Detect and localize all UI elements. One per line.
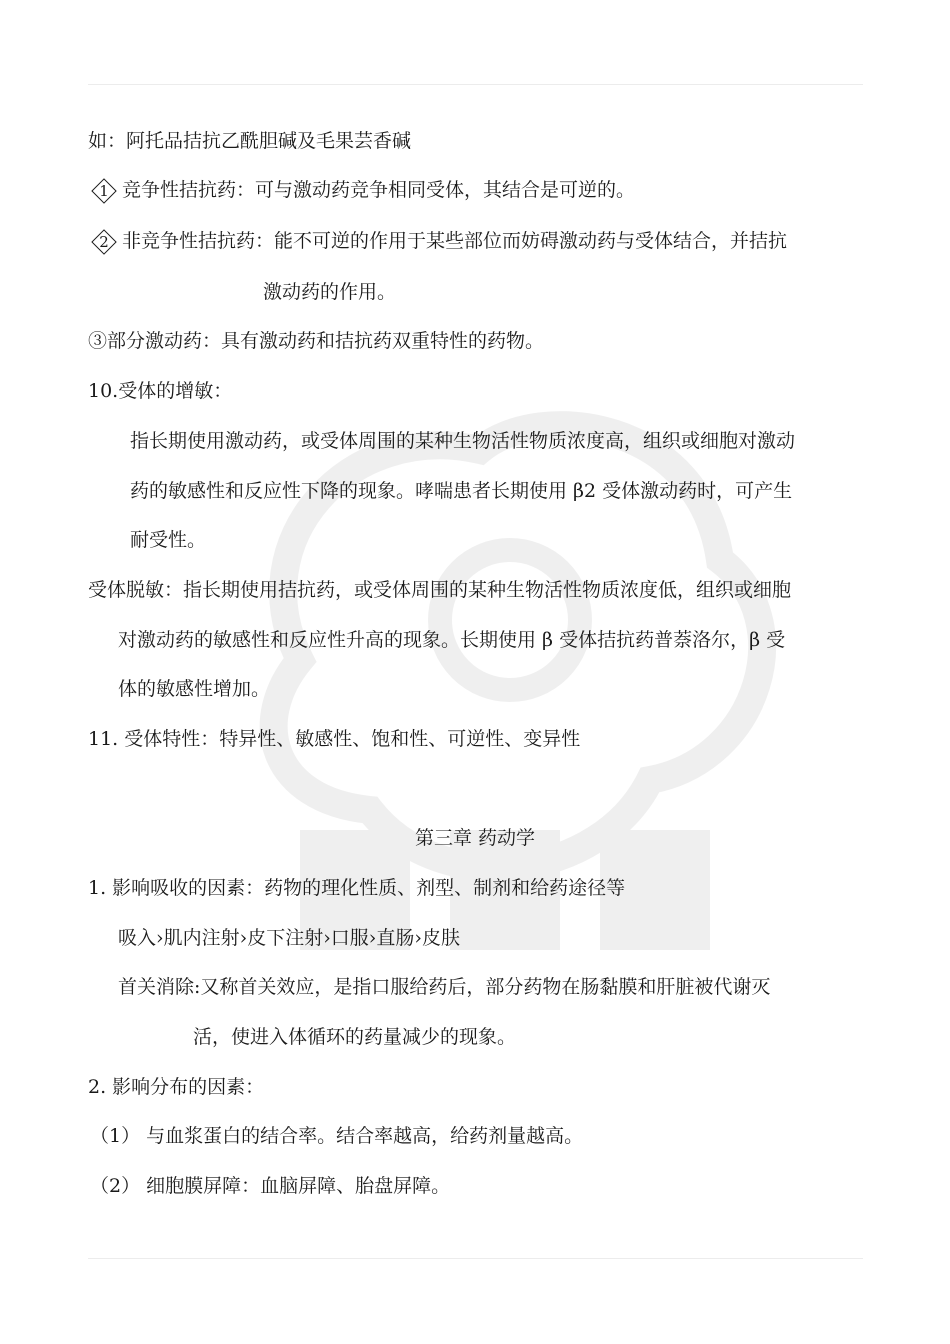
text-line-5: ③部分激动药：具有激动药和拮抗药双重特性的药物。 bbox=[88, 330, 545, 352]
diamond-number-icon: 2 bbox=[90, 228, 118, 256]
list-item-2 bbox=[90, 228, 787, 256]
text-line-19: （1） 与血浆蛋白的结合率。结合率越高，给药剂量越高。 bbox=[90, 1125, 584, 1147]
section-heading-10: 10.受体的增敏： bbox=[88, 380, 233, 402]
diamond-number-icon: 1 bbox=[90, 177, 118, 205]
text-line-8: 药的敏感性和反应性下降的现象。哮喘患者长期使用 β2 受体激动药时，可产生 bbox=[130, 480, 793, 502]
list-item-1 bbox=[90, 177, 635, 205]
text-line-7: 指长期使用激动药，或受体周围的某种生物活性物质浓度高，组织或细胞对激动 bbox=[130, 430, 796, 452]
text-line-15: 吸入›肌内注射›皮下注射›口服›直肠›皮肤 bbox=[118, 927, 460, 949]
text-line-4: 激动药的作用。 bbox=[263, 281, 397, 303]
text-line-10: 受体脱敏：指长期使用拮抗药，或受体周围的某种生物活性物质浓度低，组织或细胞 bbox=[88, 579, 792, 601]
text-line-20: （2） 细胞膜屏障：血脑屏障、胎盘屏障。 bbox=[90, 1175, 451, 1197]
text-line-17: 活，使进入体循环的药量减少的现象。 bbox=[193, 1026, 517, 1048]
list-item-1-text: 竞争性拮抗药：可与激动药竞争相同受体，其结合是可逆的。 bbox=[122, 179, 636, 201]
header-rule bbox=[88, 84, 863, 85]
text-line-16: 首关消除:又称首关效应，是指口服给药后，部分药物在肠黏膜和肝脏被代谢灭 bbox=[118, 976, 771, 998]
section-heading-2: 2. 影响分布的因素： bbox=[88, 1076, 265, 1098]
list-item-2-text: 非竞争性拮抗药：能不可逆的作用于某些部位而妨碍激动药与受体结合，并拮抗 bbox=[122, 230, 788, 252]
text-line-11: 对激动药的敏感性和反应性升高的现象。长期使用 β 受体拮抗药普萘洛尔，β 受 bbox=[118, 629, 786, 651]
text-line-12: 体的敏感性增加。 bbox=[118, 678, 271, 700]
chapter-title: 第三章 药动学 bbox=[414, 827, 536, 849]
section-heading-1: 1. 影响吸收的因素：药物的理化性质、剂型、制剂和给药途径等 bbox=[88, 877, 626, 899]
text-line-1: 如：阿托品拮抗乙酰胆碱及毛果芸香碱 bbox=[88, 130, 412, 152]
section-heading-11: 11. 受体特性：特异性、敏感性、饱和性、可逆性、变异性 bbox=[88, 728, 581, 750]
text-line-9: 耐受性。 bbox=[130, 529, 207, 551]
footer-rule bbox=[88, 1258, 863, 1259]
